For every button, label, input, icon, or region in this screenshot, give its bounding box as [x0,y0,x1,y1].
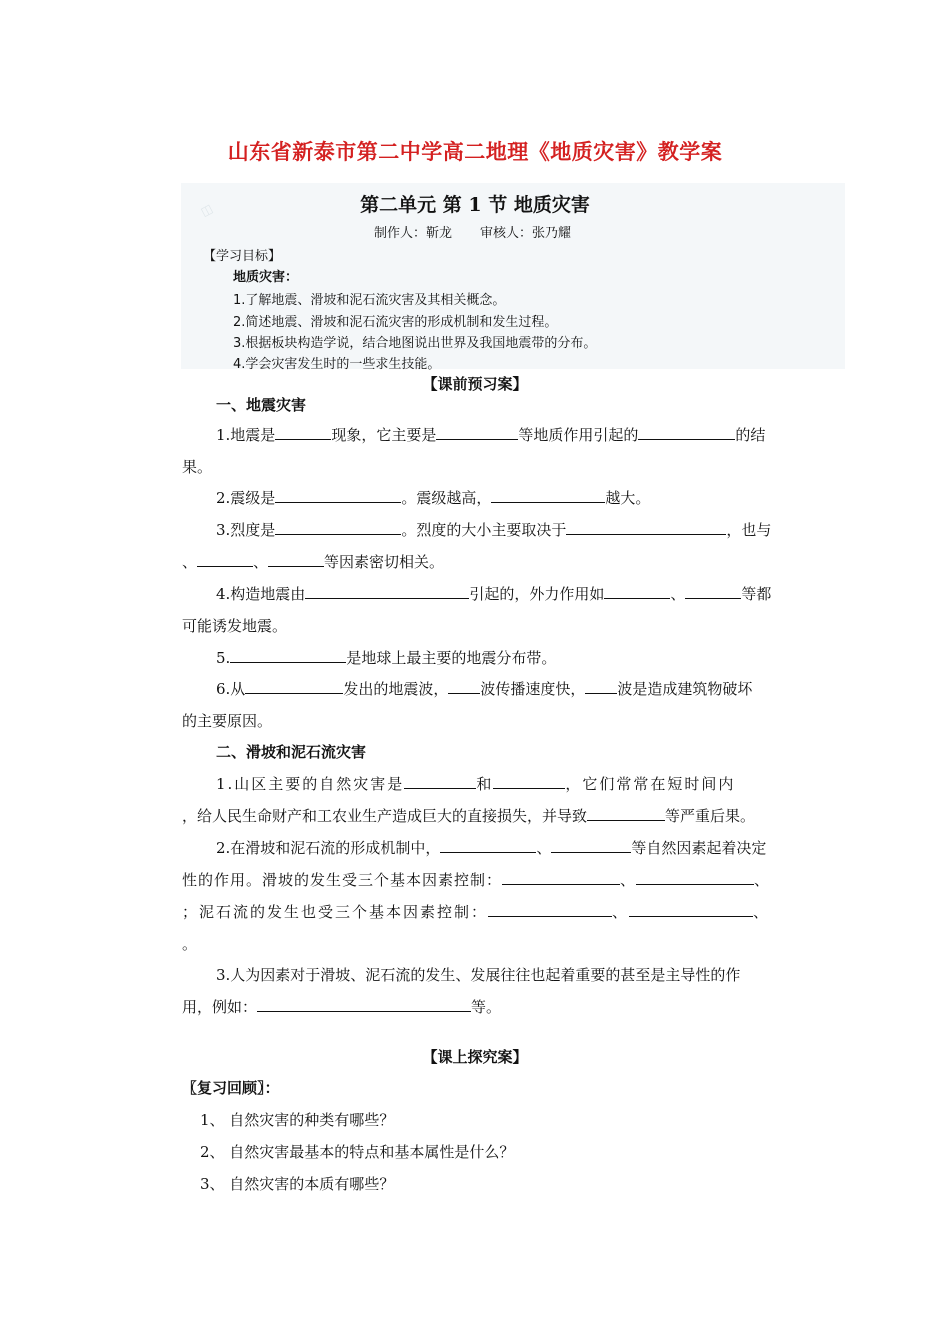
goal-item: 1.了解地震、滑坡和泥石流灾害及其相关概念。 [233,293,506,308]
goal-item: 2.简述地震、滑坡和泥石流灾害的形成机制和发生过程。 [233,315,558,330]
explore-heading: 【课上探究案】 [422,1048,528,1066]
answer-blank[interactable] [636,869,754,885]
goals-heading: 【学习目标】 [203,249,282,264]
section-earthquake-heading: 一、地震灾害 [216,396,307,414]
answer-blank[interactable] [275,487,401,503]
reviewer-label: 审核人：张乃耀 [480,226,572,241]
review-question: 1、 自然灾害的种类有哪些？ [200,1111,395,1129]
answer-blank[interactable] [257,996,471,1012]
answer-blank[interactable] [275,424,331,440]
landslide-q2-cont2: ；泥石流的发生也受三个基本因素控制： 、 、 [182,903,771,921]
answer-blank[interactable] [448,678,480,694]
earthquake-q5: 5. 是地球上最主要的地震分布带。 [216,649,557,667]
goals-topic: 地质灾害： [233,270,299,285]
landslide-q3-cont: 用，例如： 等。 [182,998,502,1016]
goal-item: 3.根据板块构造学说，结合地图说出世界及我国地震带的分布。 [233,336,597,351]
answer-blank[interactable] [305,583,469,599]
landslide-q2: 2.在滑坡和泥石流的形成机制中， 、 等自然因素起着决定 [216,839,767,857]
section-landslide-heading: 二、滑坡和泥石流灾害 [216,743,367,761]
landslide-q3: 3.人为因素对于滑坡、泥石流的发生、发展往往也起着重要的甚至是主导性的作 [216,966,741,984]
earthquake-q1: 1.地震是 现象，它主要是 等地质作用引起的 的结 [216,426,766,444]
answer-blank[interactable] [491,487,605,503]
answer-blank[interactable] [230,647,346,663]
landslide-q1: 1.山区主要的自然灾害是 和 ，它们常常在短时间内 [216,775,736,793]
preview-heading: 【课前预习案】 [422,375,528,393]
answer-blank[interactable] [245,678,343,694]
answer-blank[interactable] [404,773,476,789]
answer-blank[interactable] [197,551,253,567]
answer-blank[interactable] [604,583,670,599]
earthquake-q4: 4.构造地震由 引起的，外力作用如 、 等都 [216,585,772,603]
earthquake-q4-cont: 可能诱发地震。 [182,617,288,635]
watermark-mark: ◫ [198,201,215,219]
goal-item: 4.学会灾害发生时的一些求生技能。 [233,357,441,372]
landslide-q2-cont: 性的作用。滑坡的发生受三个基本因素控制： 、 、 [182,871,771,889]
review-question: 3、 自然灾害的本质有哪些？ [200,1175,395,1193]
document-title: 山东省新泰市第二中学高二地理《地质灾害》教学案 [227,139,723,164]
review-question: 2、 自然灾害最基本的特点和基本属性是什么？ [200,1143,515,1161]
landslide-q2-cont3: 。 [182,935,198,953]
earthquake-q6-cont: 的主要原因。 [182,712,273,730]
earthquake-q3: 3.烈度是 。烈度的大小主要取决于 ，也与 [216,521,772,539]
unit-title: 第二单元 第 1 节 地质灾害 [360,194,590,216]
answer-blank[interactable] [638,424,735,440]
answer-blank[interactable] [585,678,617,694]
earthquake-q3-cont: 、 、 等因素密切相关。 [182,553,445,571]
answer-blank[interactable] [436,424,518,440]
answer-blank[interactable] [488,901,612,917]
answer-blank[interactable] [502,869,620,885]
earthquake-q6: 6.从 发出的地震波， 波传播速度快， 波是造成建筑物破坏 [216,680,753,698]
author-line [374,222,571,241]
earthquake-q2: 2.震级是 。震级越高， 越大。 [216,489,651,507]
author-label: 制作人：靳龙 [374,226,453,241]
answer-blank[interactable] [629,901,753,917]
answer-blank[interactable] [268,551,324,567]
answer-blank[interactable] [440,837,536,853]
answer-blank[interactable] [275,519,401,535]
landslide-q1-cont: ，给人民生命财产和工农业生产造成巨大的直接损失，并导致 等严重后果。 [182,807,756,825]
answer-blank[interactable] [685,583,741,599]
answer-blank[interactable] [566,519,726,535]
answer-blank[interactable] [493,773,565,789]
earthquake-q1-cont: 果。 [182,458,213,476]
review-heading: 〖复习回顾〗： [182,1079,280,1097]
answer-blank[interactable] [551,837,631,853]
answer-blank[interactable] [587,805,665,821]
